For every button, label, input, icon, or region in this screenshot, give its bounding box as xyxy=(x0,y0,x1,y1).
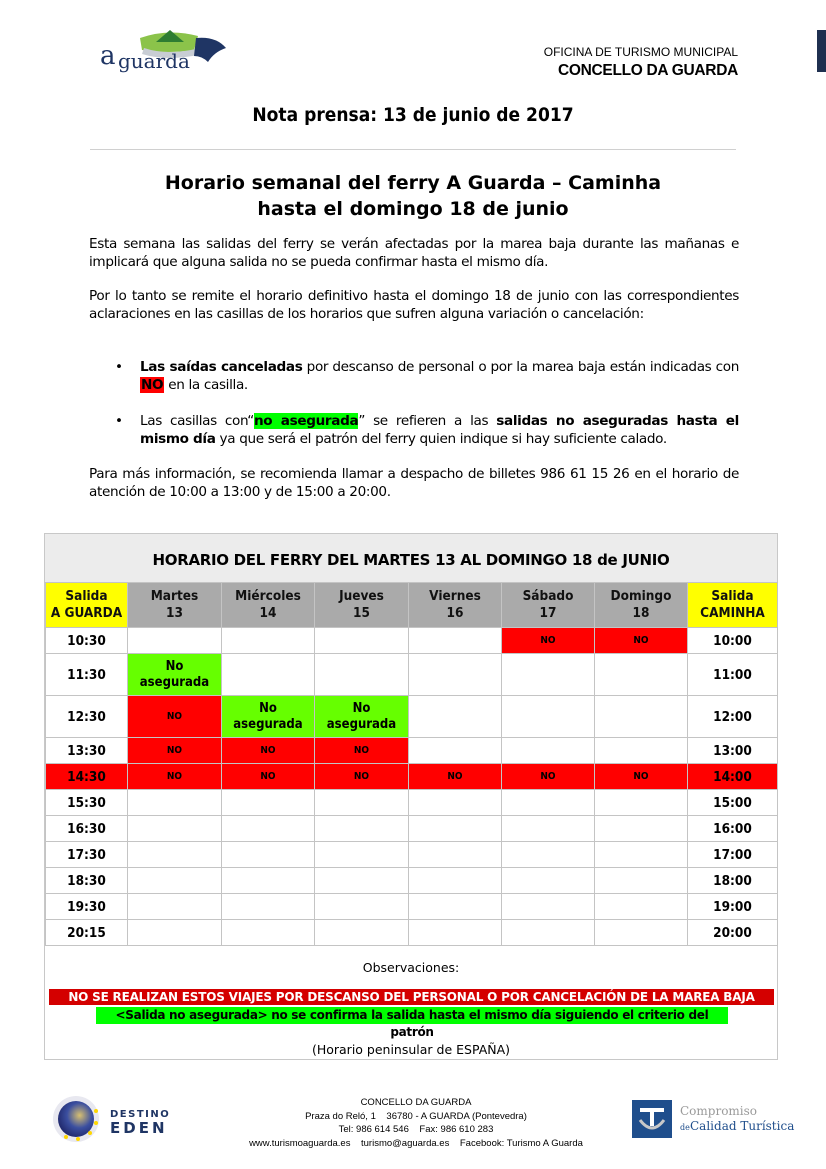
schedule-cell xyxy=(128,790,222,816)
schedule-cell xyxy=(315,842,409,868)
header-line1: Sábado xyxy=(522,588,574,604)
schedule-cell xyxy=(595,696,688,738)
header-day xyxy=(222,583,315,628)
header-line2: 14 xyxy=(259,605,277,621)
footer-name: CONCELLO DA GUARDA xyxy=(360,1097,472,1108)
header-day xyxy=(502,583,595,628)
schedule-cell xyxy=(409,696,502,738)
departure-caminha-time: 14:00 xyxy=(688,764,778,790)
office-label: OFICINA DE TURISMO MUNICIPAL xyxy=(543,45,738,59)
bullet-not-assured-after: ya que será el patrón del ferry quien indique si hay suficiente calado. xyxy=(215,431,667,447)
departure-guarda-time: 11:30 xyxy=(46,654,128,696)
header-line1: Salida xyxy=(65,588,108,604)
eden-line1: DESTINO xyxy=(110,1109,171,1120)
calidad-de: de xyxy=(680,1123,690,1132)
eden-globe-icon xyxy=(52,1093,182,1145)
bullet-dot-icon: • xyxy=(115,359,124,375)
schedule-cell xyxy=(595,920,688,946)
departure-guarda-time: 13:30 xyxy=(46,738,128,764)
header-salida-guarda xyxy=(46,583,128,628)
header-line1: Miércoles xyxy=(235,588,301,604)
schedule-row xyxy=(46,868,778,894)
departure-guarda-time: 15:30 xyxy=(46,790,128,816)
schedule-cell xyxy=(315,790,409,816)
footer-links: www.turismoaguarda.es turismo@aguarda.es Facebook: Turismo A Guarda xyxy=(249,1137,583,1149)
cancelled-cell: NO xyxy=(128,696,222,738)
schedule-cell xyxy=(409,738,502,764)
schedule-row xyxy=(46,696,778,738)
cancelled-cell: NO xyxy=(128,764,222,790)
cancelled-cell: NO xyxy=(222,738,315,764)
header-line1: Salida xyxy=(711,588,754,604)
departure-caminha-time: 12:00 xyxy=(688,696,778,738)
schedule-cell xyxy=(502,842,595,868)
bullet-cancelled-text: por descanso de personal o por la marea baja están indicadas con xyxy=(302,359,739,375)
not-assured-cell: No asegurada xyxy=(222,696,315,738)
bullet-cancelled xyxy=(140,358,739,394)
paragraph-info: Para más información, se recomienda llamar a despacho de billetes 986 61 15 26 en el horario de atención de 10:00 a 13:00 y de 15:00 a 20:00. xyxy=(89,466,739,500)
schedule-cell xyxy=(595,738,688,764)
concello-label: CONCELLO DA GUARDA xyxy=(557,62,738,79)
cancelled-cell: NO xyxy=(502,628,595,654)
departure-guarda-time: 19:30 xyxy=(46,894,128,920)
subtitle xyxy=(0,170,826,222)
schedule-row xyxy=(46,790,778,816)
schedule-cell xyxy=(128,868,222,894)
eden-line2: EDEN xyxy=(110,1119,168,1137)
footer-address: Praza do Reló, 1 36780 - A GUARDA (Pontevedra) xyxy=(305,1110,527,1122)
not-assured-cell: No asegurada xyxy=(315,696,409,738)
header-line1: Jueves xyxy=(339,588,384,604)
schedule-row xyxy=(46,764,778,790)
departure-guarda-time: 16:30 xyxy=(46,816,128,842)
subtitle-line2: hasta el domingo 18 de junio xyxy=(257,198,569,220)
schedule-cell xyxy=(409,868,502,894)
departure-caminha-time: 11:00 xyxy=(688,654,778,696)
header-line2: 15 xyxy=(353,605,370,621)
schedule-row xyxy=(46,842,778,868)
no-asegurada-highlight: no asegurada xyxy=(253,413,359,429)
schedule-row xyxy=(46,816,778,842)
cancelled-cell: NO xyxy=(409,764,502,790)
bullet-not-assured-bold: salidas no aseguradas hasta el mismo día xyxy=(140,413,739,447)
schedule-cell xyxy=(222,816,315,842)
schedule-row xyxy=(46,628,778,654)
schedule-cell xyxy=(315,816,409,842)
departure-caminha-time: 20:00 xyxy=(688,920,778,946)
schedule-cell xyxy=(222,654,315,696)
schedule-cell xyxy=(502,654,595,696)
timezone-note: (Horario peninsular de ESPAÑA) xyxy=(311,1042,511,1057)
schedule-cell xyxy=(315,868,409,894)
destino-eden-logo xyxy=(52,1093,182,1145)
paragraph-remit: Por lo tanto se remite el horario definitivo hasta el domingo 18 de junio con las correspondientes aclaraciones en las casillas de los horarios que sufren alguna variación o cancelación: xyxy=(89,288,739,322)
departure-guarda-time: 12:30 xyxy=(46,696,128,738)
schedule-title: HORARIO DEL FERRY DEL MARTES 13 AL DOMINGO 18 de JUNIO xyxy=(45,534,777,582)
departure-guarda-time: 10:30 xyxy=(46,628,128,654)
header-line2: CAMINHA xyxy=(700,605,765,621)
cancelled-cell: NO xyxy=(502,764,595,790)
header-day xyxy=(128,583,222,628)
header-salida-caminha xyxy=(688,583,778,628)
departure-caminha-time: 18:00 xyxy=(688,868,778,894)
schedule-cell xyxy=(315,920,409,946)
schedule-cell xyxy=(128,628,222,654)
schedule-row xyxy=(46,654,778,696)
schedule-cell xyxy=(222,628,315,654)
schedule-cell xyxy=(502,738,595,764)
schedule-cell xyxy=(409,920,502,946)
svg-text:a: a xyxy=(100,41,116,71)
calidad-turistica-logo xyxy=(632,1098,812,1140)
header-line2: 16 xyxy=(446,605,464,621)
header-line1: Domingo xyxy=(610,588,672,604)
header-line2: 17 xyxy=(539,605,557,621)
schedule-cell xyxy=(595,790,688,816)
schedule-cell xyxy=(502,894,595,920)
no-highlight: NO xyxy=(141,377,164,393)
observation-cancelled: NO SE REALIZAN ESTOS VIAJES POR DESCANSO DEL PERSONAL O POR CANCELACIÓN DE LA MAREA BAJA xyxy=(49,989,774,1005)
schedule-cell xyxy=(128,816,222,842)
departure-guarda-time: 14:30 xyxy=(46,764,128,790)
bullet-dot-icon: • xyxy=(115,413,124,429)
schedule-cell xyxy=(128,842,222,868)
schedule-header-row xyxy=(46,583,778,628)
cancelled-cell: NO xyxy=(128,738,222,764)
schedule-cell xyxy=(128,920,222,946)
departure-caminha-time: 17:00 xyxy=(688,842,778,868)
departure-guarda-time: 18:30 xyxy=(46,868,128,894)
a-guarda-logo xyxy=(98,26,238,78)
schedule-cell xyxy=(409,816,502,842)
departure-caminha-time: 10:00 xyxy=(688,628,778,654)
departure-caminha-time: 19:00 xyxy=(688,894,778,920)
calidad-line1: Compromiso xyxy=(680,1104,758,1118)
schedule-cell xyxy=(409,790,502,816)
calidad-q-icon xyxy=(632,1098,812,1140)
schedule-cell xyxy=(128,894,222,920)
schedule-cell xyxy=(315,654,409,696)
bullet-not-assured xyxy=(140,412,739,448)
footer-phone: Tel: 986 614 546 Fax: 986 610 283 xyxy=(338,1124,494,1135)
schedule-table xyxy=(45,582,778,946)
bullet-not-assured-mid: ” se refieren a las xyxy=(358,413,497,429)
schedule-cell xyxy=(409,894,502,920)
observation-not-assured: <Salida no asegurada> no se confirma la salida hasta el mismo día siguiendo el criterio del patrón xyxy=(96,1007,728,1024)
cancelled-cell: NO xyxy=(595,764,688,790)
press-note-title: Nota prensa: 13 de junio de 2017 xyxy=(252,104,574,126)
header-line2: A GUARDA xyxy=(50,605,123,621)
header-line2: 13 xyxy=(166,605,183,621)
schedule-cell xyxy=(595,654,688,696)
edge-bar xyxy=(817,30,826,72)
observations-label: Observaciones: xyxy=(362,960,460,975)
schedule-cell xyxy=(502,790,595,816)
calidad-line2: Calidad Turística xyxy=(690,1119,795,1133)
bullet-cancelled-bold: Las saídas canceladas xyxy=(140,359,303,375)
cancelled-cell: NO xyxy=(595,628,688,654)
bullet-cancelled-after: en la casilla. xyxy=(164,377,248,393)
schedule-cell xyxy=(595,816,688,842)
schedule-cell xyxy=(409,628,502,654)
header-line1: Viernes xyxy=(429,588,481,604)
schedule-cell xyxy=(315,628,409,654)
departure-caminha-time: 16:00 xyxy=(688,816,778,842)
header-day xyxy=(595,583,688,628)
schedule-cell xyxy=(222,894,315,920)
schedule-cell xyxy=(595,894,688,920)
cancelled-cell: NO xyxy=(315,764,409,790)
schedule-cell xyxy=(502,920,595,946)
schedule-cell xyxy=(222,790,315,816)
bullet-not-assured-before: Las casillas con“ xyxy=(140,413,254,429)
header-line1: Martes xyxy=(150,588,199,604)
divider xyxy=(90,149,736,150)
schedule-cell xyxy=(595,842,688,868)
schedule-cell xyxy=(502,816,595,842)
departure-guarda-time: 20:15 xyxy=(46,920,128,946)
schedule-cell xyxy=(502,868,595,894)
departure-caminha-time: 15:00 xyxy=(688,790,778,816)
schedule-cell xyxy=(409,842,502,868)
schedule-row xyxy=(46,920,778,946)
header-day xyxy=(315,583,409,628)
schedule-cell xyxy=(315,894,409,920)
schedule-cell xyxy=(222,868,315,894)
header-day xyxy=(409,583,502,628)
logo-graphic-icon xyxy=(98,26,238,78)
schedule-cell xyxy=(222,842,315,868)
schedule-row xyxy=(46,894,778,920)
svg-text:guarda: guarda xyxy=(118,49,190,73)
schedule-cell xyxy=(409,654,502,696)
schedule-cell xyxy=(595,868,688,894)
footer-contact xyxy=(226,1096,606,1150)
schedule-cell xyxy=(502,696,595,738)
schedule-row xyxy=(46,738,778,764)
not-assured-cell: No asegurada xyxy=(128,654,222,696)
paragraph-intro: Esta semana las salidas del ferry se verán afectadas por la marea baja durante las mañanas e implicará que alguna salida no se pueda confirmar hasta el mismo día. xyxy=(89,236,739,270)
subtitle-line1: Horario semanal del ferry A Guarda – Caminha xyxy=(164,172,662,194)
header-line2: 18 xyxy=(632,605,650,621)
schedule-cell xyxy=(222,920,315,946)
cancelled-cell: NO xyxy=(222,764,315,790)
departure-guarda-time: 17:30 xyxy=(46,842,128,868)
departure-caminha-time: 13:00 xyxy=(688,738,778,764)
cancelled-cell: NO xyxy=(315,738,409,764)
